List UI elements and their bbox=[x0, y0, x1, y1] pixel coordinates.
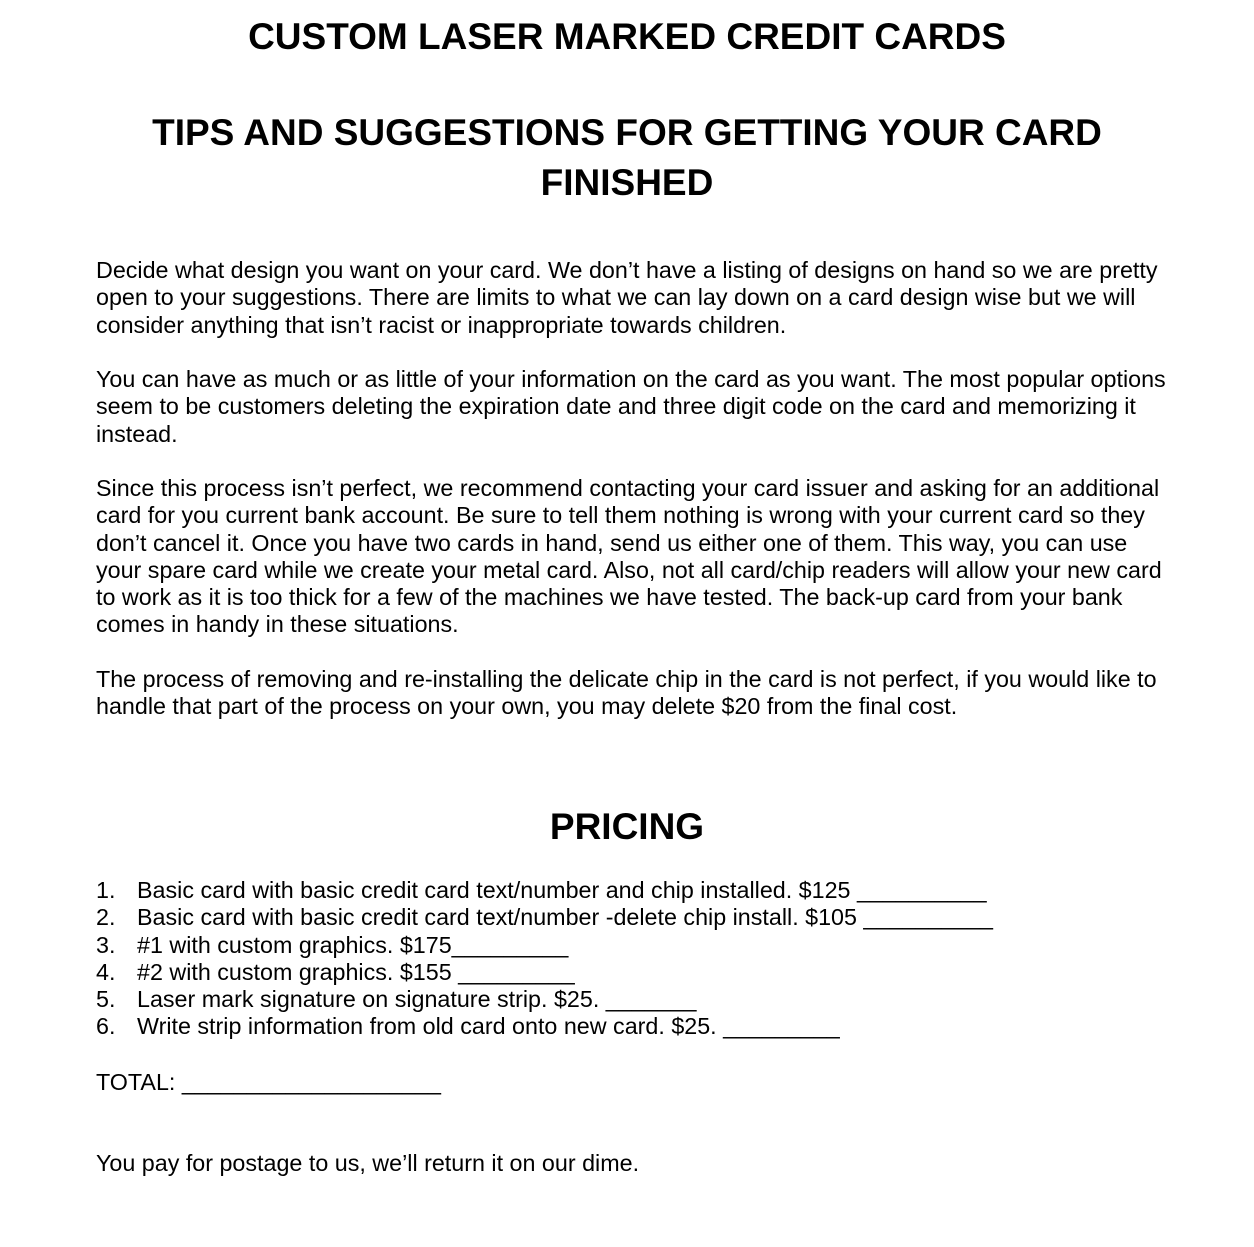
pricing-heading: PRICING bbox=[549, 806, 705, 847]
pricing-item-text: Write strip information from old card onto new card. $25. _________ bbox=[137, 1013, 840, 1040]
paragraph-backup-card: Since this process isn’t perfect, we recommend contacting your card issuer and asking for an additional card for you current bank account. Be sure to tell them nothing is wrong with your current card so they don’t cancel it. Once you have two cards in hand, send us either one of them. This way, you can use your spare card while we create your metal card. Also, not all card/chip readers will allow your new card to work as it is too thick for a few of the machines we have tested. The back-up card from your bank comes in handy in these situations. bbox=[96, 475, 1162, 638]
tips-heading-line-1: TIPS AND SUGGESTIONS FOR GETTING YOUR CARD bbox=[152, 112, 1102, 153]
pricing-item-text: #1 with custom graphics. $175_________ bbox=[137, 931, 569, 958]
pricing-item-text: #2 with custom graphics. $155 _________ bbox=[137, 958, 575, 985]
pricing-item bbox=[96, 986, 1196, 1013]
pricing-item bbox=[96, 904, 1196, 931]
pricing-item-number: 2. bbox=[96, 904, 116, 931]
pricing-item-text: Laser mark signature on signature strip. $25. _______ bbox=[137, 986, 697, 1013]
paragraph-information: You can have as much or as little of your information on the card as you want. The most popular options seem to be customers deleting the expiration date and three digit code on the card and memorizing it instead. bbox=[96, 366, 1166, 447]
pricing-item-number: 5. bbox=[96, 986, 116, 1013]
pricing-list bbox=[96, 877, 1196, 1041]
total-line: TOTAL: ____________________ bbox=[96, 1069, 442, 1095]
pricing-item bbox=[96, 932, 1196, 959]
pricing-item-text: Basic card with basic credit card text/number and chip installed. $125 __________ bbox=[137, 877, 987, 903]
pricing-item-number: 4. bbox=[96, 958, 116, 985]
pricing-item-number: 6. bbox=[96, 1013, 116, 1040]
pricing-item bbox=[96, 877, 1196, 904]
pricing-item bbox=[96, 959, 1196, 986]
pricing-item bbox=[96, 1013, 1196, 1040]
paragraph-design: Decide what design you want on your card. We don’t have a listing of designs on hand so we are pretty open to your suggestions. There are limits to what we can lay down on a card design wise but we will consider anything that isn’t racist or inappropriate towards children. bbox=[96, 257, 1158, 338]
document-title: CUSTOM LASER MARKED CREDIT CARDS bbox=[248, 16, 1006, 57]
tips-heading bbox=[0, 108, 1254, 208]
paragraph-chip: The process of removing and re-installing the delicate chip in the card is not perfect, if you would like to handle that part of the process on your own, you may delete $20 from the final cost. bbox=[96, 666, 1157, 720]
postage-note: You pay for postage to us, we’ll return it on our dime. bbox=[96, 1150, 640, 1176]
pricing-item-number: 3. bbox=[96, 931, 116, 958]
pricing-item-text: Basic card with basic credit card text/number -delete chip install. $105 __________ bbox=[137, 904, 994, 931]
tips-heading-line-2: FINISHED bbox=[540, 162, 714, 203]
pricing-item-number: 1. bbox=[96, 877, 116, 903]
